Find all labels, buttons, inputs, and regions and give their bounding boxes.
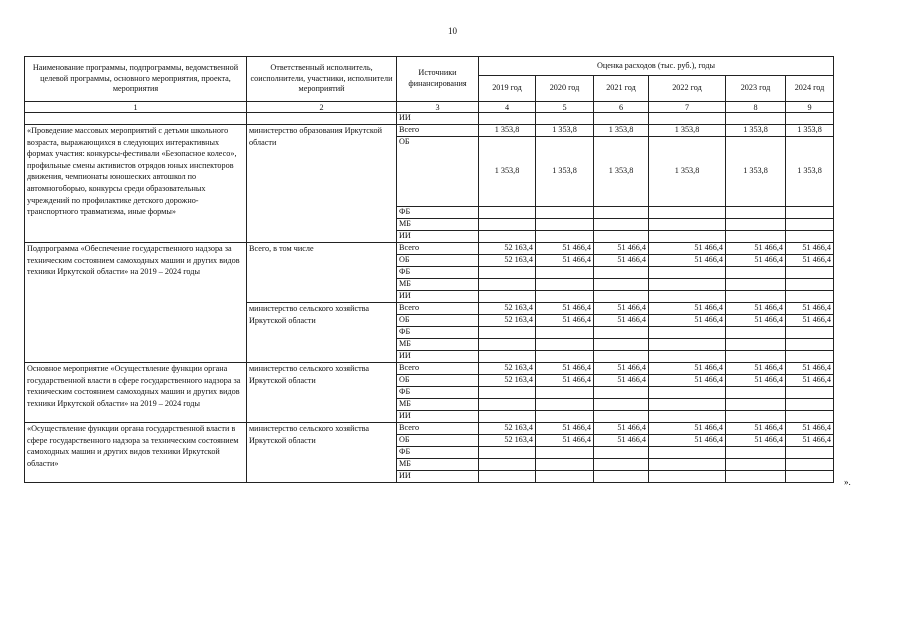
column-number: 4	[479, 102, 536, 113]
amount-cell: 51 466,4	[726, 255, 786, 267]
amount-cell: 52 163,4	[479, 315, 536, 327]
amount-cell: 51 466,4	[786, 423, 834, 435]
amount-cell: 51 466,4	[649, 363, 726, 375]
amount-cell: 51 466,4	[594, 363, 649, 375]
column-number: 5	[536, 102, 594, 113]
header-row	[25, 57, 834, 76]
amount-cell: 52 163,4	[479, 303, 536, 315]
funding-source: МБ	[397, 399, 479, 411]
table-row	[25, 363, 834, 375]
amount-cell: 51 466,4	[786, 363, 834, 375]
amount-cell: 51 466,4	[536, 435, 594, 447]
amount-cell: 51 466,4	[726, 435, 786, 447]
responsible-executor: министерство сельского хозяйства Иркутской области	[247, 363, 397, 423]
funding-source: ИИ	[397, 231, 479, 243]
amount-cell: 1 353,8	[786, 137, 834, 207]
header-cost-estimate: Оценка расходов (тыс. руб.), годы	[479, 57, 834, 76]
amount-cell: 1 353,8	[536, 125, 594, 137]
amount-cell: 51 466,4	[536, 315, 594, 327]
table-row	[25, 125, 834, 137]
amount-cell: 51 466,4	[594, 255, 649, 267]
amount-cell: 51 466,4	[786, 375, 834, 387]
amount-cell: 51 466,4	[649, 315, 726, 327]
amount-cell: 51 466,4	[649, 375, 726, 387]
header-year: 2023 год	[726, 76, 786, 102]
header-responsible: Ответственный исполнитель, соисполнители, участники, исполнители мероприятий	[247, 57, 397, 102]
amount-cell: 1 353,8	[594, 137, 649, 207]
funding-source: ФБ	[397, 387, 479, 399]
responsible-executor: министерство образования Иркутской области	[247, 125, 397, 243]
amount-cell: 51 466,4	[536, 243, 594, 255]
amount-cell: 51 466,4	[649, 435, 726, 447]
funding-source: ФБ	[397, 327, 479, 339]
amount-cell: 1 353,8	[649, 125, 726, 137]
amount-cell: 1 353,8	[479, 137, 536, 207]
header-year: 2020 год	[536, 76, 594, 102]
amount-cell: 1 353,8	[594, 125, 649, 137]
amount-cell: 51 466,4	[536, 423, 594, 435]
amount-cell: 51 466,4	[649, 423, 726, 435]
funding-source: ФБ	[397, 207, 479, 219]
funding-source: ИИ	[397, 471, 479, 483]
responsible-executor: министерство сельского хозяйства Иркутской области	[247, 303, 397, 363]
column-number: 2	[247, 102, 397, 113]
amount-cell: 51 466,4	[649, 303, 726, 315]
main-event-name: Основное мероприятие «Осуществление функции органа государственной власти в сфере государственного надзора за техническим состоянием самоходных машин и других видов техники Иркутской области» на 2019 – 2024 годы	[25, 363, 247, 423]
header-year: 2024 год	[786, 76, 834, 102]
funding-source: ФБ	[397, 447, 479, 459]
amount-cell: 51 466,4	[594, 375, 649, 387]
funding-source: Всего	[397, 243, 479, 255]
funding-source: Всего	[397, 303, 479, 315]
amount-cell: 51 466,4	[786, 255, 834, 267]
amount-cell: 1 353,8	[786, 125, 834, 137]
amount-cell: 51 466,4	[726, 363, 786, 375]
amount-cell: 52 163,4	[479, 255, 536, 267]
amount-cell: 1 353,8	[536, 137, 594, 207]
funding-source: ИИ	[397, 411, 479, 423]
funding-source: МБ	[397, 339, 479, 351]
column-number: 9	[786, 102, 834, 113]
amount-cell: 52 163,4	[479, 423, 536, 435]
subprogram-name: Подпрограмма «Обеспечение государственного надзора за техническим состоянием самоходных машин и других видов техники Иркутской области» на 2019 – 2024 годы	[25, 243, 247, 363]
amount-cell: 51 466,4	[786, 303, 834, 315]
amount-cell: 52 163,4	[479, 363, 536, 375]
amount-cell: 51 466,4	[536, 303, 594, 315]
amount-cell: 51 466,4	[594, 315, 649, 327]
funding-source: ОБ	[397, 255, 479, 267]
amount-cell: 51 466,4	[726, 375, 786, 387]
responsible-total: Всего, в том числе	[247, 243, 397, 303]
amount-cell: 1 353,8	[649, 137, 726, 207]
header-funding-source: Источники финансирования	[397, 57, 479, 102]
amount-cell: 51 466,4	[726, 303, 786, 315]
funding-source: МБ	[397, 279, 479, 291]
amount-cell: 1 353,8	[479, 125, 536, 137]
amount-cell: 51 466,4	[594, 423, 649, 435]
budget-table	[24, 56, 834, 483]
amount-cell: 51 466,4	[536, 375, 594, 387]
column-number: 3	[397, 102, 479, 113]
funding-source: ИИ	[397, 291, 479, 303]
table-row	[25, 113, 834, 125]
amount-cell: 51 466,4	[786, 435, 834, 447]
header-program-name: Наименование программы, подпрограммы, ведомственной целевой программы, основного мероприятия, проекта, мероприятия	[25, 57, 247, 102]
header-year: 2022 год	[649, 76, 726, 102]
funding-source: Всего	[397, 125, 479, 137]
amount-cell: 51 466,4	[536, 255, 594, 267]
funding-source: ОБ	[397, 435, 479, 447]
column-number: 1	[25, 102, 247, 113]
closing-quote-mark: ».	[844, 477, 851, 487]
amount-cell: 51 466,4	[594, 435, 649, 447]
amount-cell: 51 466,4	[786, 243, 834, 255]
funding-source: МБ	[397, 459, 479, 471]
page-number: 10	[448, 26, 457, 36]
amount-cell: 52 163,4	[479, 243, 536, 255]
funding-source: ФБ	[397, 267, 479, 279]
column-number: 6	[594, 102, 649, 113]
header-year: 2019 год	[479, 76, 536, 102]
funding-source: Всего	[397, 363, 479, 375]
funding-source: ИИ	[397, 113, 479, 125]
amount-cell: 51 466,4	[786, 315, 834, 327]
amount-cell: 51 466,4	[726, 315, 786, 327]
amount-cell: 51 466,4	[726, 423, 786, 435]
event-name: «Проведение массовых мероприятий с детьми школьного возраста, выражающихся в следующих интерактивных формах участия: конкурсы-фестивали «Безопасное колесо», профильные смены активистов отрядов юных инспекторов движения, чемпионаты юношеских автошкол по автомногоборью, конкурсы среди образовательных учреждений по профилактике детского дорожно-транспортного травматизма, иные формы»	[25, 125, 247, 243]
amount-cell: 51 466,4	[594, 243, 649, 255]
amount-cell: 52 163,4	[479, 435, 536, 447]
column-number: 7	[649, 102, 726, 113]
header-year: 2021 год	[594, 76, 649, 102]
funding-source: ОБ	[397, 315, 479, 327]
amount-cell: 51 466,4	[649, 243, 726, 255]
table-row	[25, 243, 834, 255]
funding-source: Всего	[397, 423, 479, 435]
responsible-executor: министерство сельского хозяйства Иркутской области	[247, 423, 397, 483]
column-number: 8	[726, 102, 786, 113]
table-row	[25, 423, 834, 435]
amount-cell: 51 466,4	[536, 363, 594, 375]
funding-source: ОБ	[397, 375, 479, 387]
funding-source: ОБ	[397, 137, 479, 207]
amount-cell: 51 466,4	[594, 303, 649, 315]
amount-cell: 51 466,4	[726, 243, 786, 255]
funding-source: ИИ	[397, 351, 479, 363]
amount-cell: 1 353,8	[726, 137, 786, 207]
header-column-numbers	[25, 102, 834, 113]
amount-cell: 52 163,4	[479, 375, 536, 387]
amount-cell: 51 466,4	[649, 255, 726, 267]
amount-cell: 1 353,8	[726, 125, 786, 137]
funding-source: МБ	[397, 219, 479, 231]
event-name: «Осуществление функции органа государственной власти в сфере государственного надзора за техническим состоянием самоходных машин и других видов техники Иркутской области»	[25, 423, 247, 483]
